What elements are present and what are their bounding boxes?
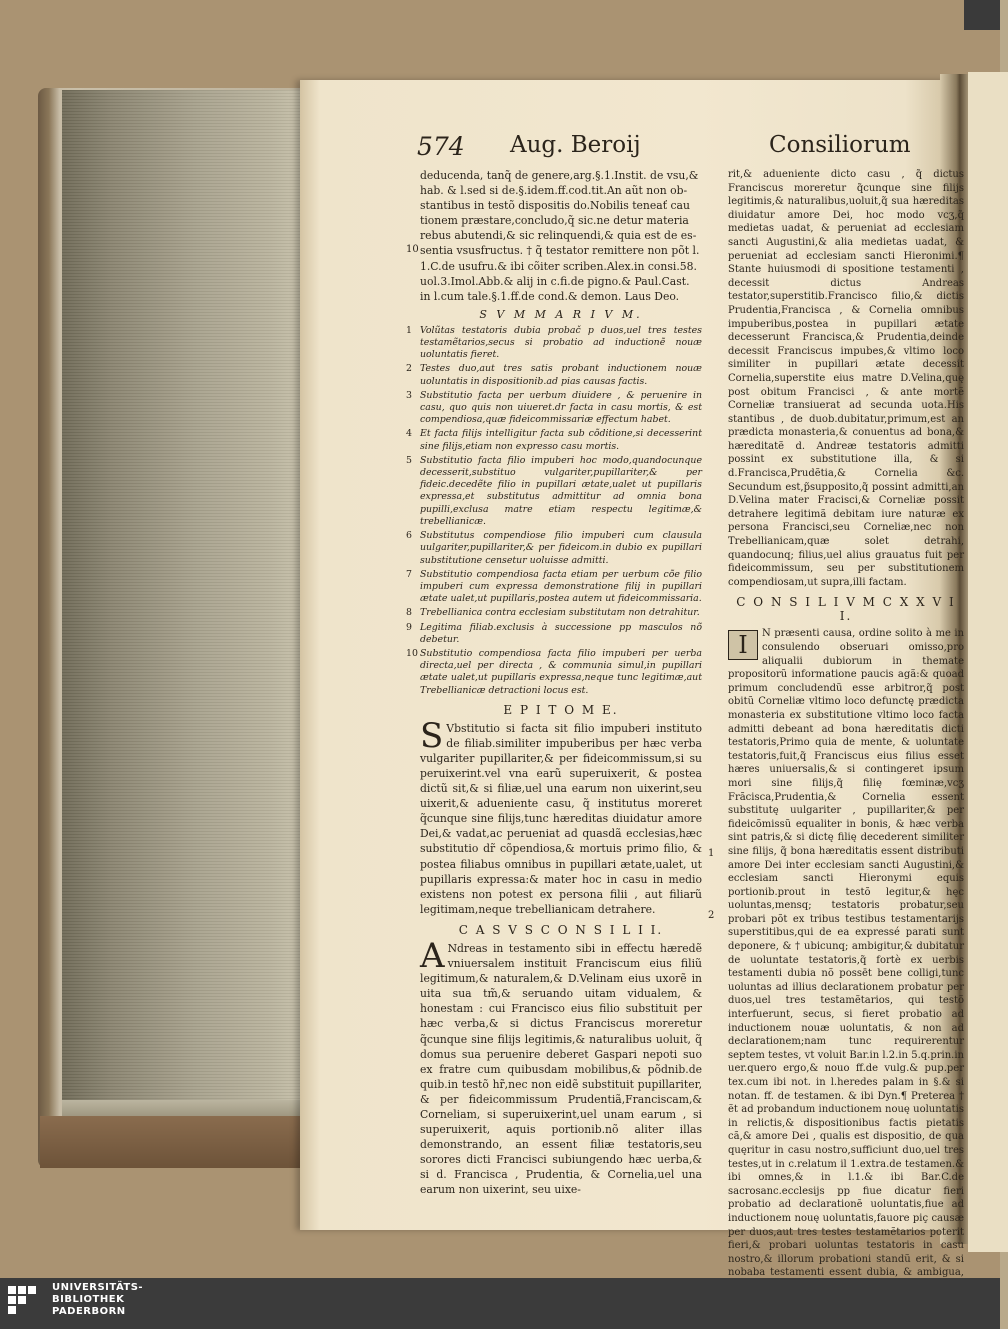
summary-item (406, 454, 702, 528)
summary-number: 3 (406, 389, 412, 401)
summary-item (406, 389, 702, 427)
summary-list (406, 324, 702, 697)
summary-text: Substitutio facta per uerbum diuidere , & peruenire in casu, quo quis non uiueret.dr facta in casu mortis, & est compendiosa,quæ fideicommissariæ effectum habet. (420, 389, 702, 426)
summary-item (406, 530, 702, 567)
summary-item (406, 607, 702, 619)
summary-number: 2 (406, 363, 412, 375)
summary-item (406, 621, 702, 646)
dropcap: S (420, 715, 444, 756)
running-head-title: Consiliorum (769, 132, 911, 158)
text-column-right (708, 168, 964, 1307)
summary-number: 10 (406, 647, 418, 659)
casus-paragraph (420, 935, 702, 1198)
decorated-initial: I (728, 630, 758, 660)
scan-clip (964, 0, 1000, 30)
margin-number: 2 (708, 910, 715, 921)
casus-text: Ndreas in testamento sibi in effectu hæredẽ vniuersalem instituit Franciscum eius filiũ legitimum,& naturalem,& D.Velinam eius uxorẽ in uita sua tm̃,& seruando uitam vidualem, & honestam : cui Francisco eius filio substituit per hæc verba,& si dictus Franciscus moreretur q̃cunque sine filijs legitimis,& naturalibus uoluit, q̃ domus sua peruenire deberet Gaspari nepoti suo ex fratre cum quibusdam mobilibus,& põdnib.de quib.in testõ hr̃,nec non eidẽ substituit pupillariter, & per fideicommissum Prudentiã,Franciscam,& Corneliam, si superuixerint,uel unam earum , si superuixerit, aquis portionib.nõ aliter illas demonstrando, an essent filiæ testatoris,seu sorores dicti Francisci subiungendo hæc uerba,& si d. Francisca , Prudentia, & Cornelia,uel una earum non uixerint, seu uixe- (420, 941, 702, 1197)
casus-title: C A S V S C O N S I L I I. (458, 922, 664, 937)
library-name-line: UNIVERSITÄTS- (52, 1282, 144, 1293)
library-logo-icon (6, 1284, 46, 1322)
right-page (968, 72, 1008, 1252)
library-name-line: PADERBORN (52, 1306, 126, 1317)
summary-number: 5 (406, 454, 412, 466)
text-line: 1.C.de usufru.& ibi cõiter scriben.Alex.in consi.58. (420, 259, 697, 273)
summary-number: 1 (406, 324, 412, 336)
summary-text: Substitutio compendiosa facta filio impuberi per uerba directa,uel per directa , & communia simul,in pupillari ætate ualet,ut pupillaris expressa,neque tunc legitimæ,aut Trebellianicæ detractioni locus est. (420, 647, 702, 696)
text-line: stantibus in testõ dispositis do.Nobilis teneať cau (420, 199, 690, 213)
text-line: sentia vsusfructus. † q̃ testator remittere non põt l. (420, 244, 700, 258)
summary-text: Substitutio compendiosa facta etiam per uerbum cõe filio impuberi cum expressa demonstratione filij in pupillari ætate ualet,ut pupillaris,postea autem ut fideicommissaria. (420, 568, 702, 605)
summary-title: S V M M A R I V M. (479, 307, 643, 321)
consilium-text: N præsenti causa, ordine solito à me in consulendo obseruari omisso,pro aliqualii dubiorum in themate propositorũ informatione paucis agã:& quoad primum concludendũ esse arbitror,q̃ post obitũ Corneliæ vltimo loco defunctę prædicta monasteria ex substitutione vltimo loco facta admitti debeant ad bona hæreditatis dicti testatoris,Primo quia de mente, & uoluntate testatoris,fuit,q̃ Franciscus eius filius esset hæres uniuersalis,& si contingeret ipsum mori sine filijs,q̃ filię fœminæ,vcʒ Frãcisca,Prudentia,& Cornelia essent substitutę uulgariter , pupillariter,& per fideicõmissũ equaliter in bonis, & hæc verba sint patris,& si dictę filię decederent similiter sine filijs, q̃ bona hæreditatis essent distributi amore Dei inter ecclesiam sancti Augustini,& ecclesiam sancti Hieronymi equis portionib.prout in testõ legitur,& hęc uoluntas,mensq; testatoris probatur,seu probari põt ex tribus testibus testamentarijs superstitibus,qui de ea expressé parati sunt deponere, & † ubicunq; ambigitur,& dubitatur de uoluntate testatoris,q̃ fortè ex uerbis testamenti dubia nõ possēt bene colligi,tunc uoluntas ad illius declarationem probatur per duos,uel tres testamẽtarios, qui testõ interfuerunt, secus, si fieret probatio ad inductionem nouæ uoluntatis, & non ad declarationem;nam tunc requirerentur septem testes, vt voluit Bar.in l.2.in 5.q.prin.in uer.quero ergo,& nouo ff.de vulg.& pup.per tex.cum ibi not. in l.heredes palam in §.& si notan. ff. de testamen. & ibi Dyn.¶ Preterea † ẽt ad probandum inductionem nouę uoluntatis in relictis,& dispositionibus factis pietatis cã,& amore Dei , qualis est dispositio, de qua quęritur in casu nostro,sufficiunt duo,uel tres testes,ut in c.relatum il 1.extra.de testamen.& ibi omnes,& in l.1.& ibi Bar.C.de sacrosanc.ecclesijs pp fiue dicatur fieri probatio ad declarationẽ uoluntatis,fiue ad inductionem nouę uoluntatis,fauore piç causæ per duos,aut tres testes testamẽtarios poterit fieri,& probari uoluntas testatoris in casu nostro,& illorum probationi standũ erit, & si nobaba testamenti essent dubia, & ambigua, (728, 628, 964, 1279)
summary-item (406, 568, 702, 606)
text-line: hab. & l.sed si de.§.idem.ff.cod.tit.An aũt non ob- (420, 184, 688, 198)
page-edges (62, 90, 308, 1102)
summary-number: 4 (406, 428, 412, 440)
case-continuation-text: rit,& adueniente dicto casu , q̃ dictus Franciscus moreretur q̃cunque sine filijs legitimis,& naturalibus,uoluit,q̃ sua hæreditas diuidatur amore Dei, hoc modo vcʒ,q̃ medietas uadat, & perueniat ad ecclesiam sancti Augustini,& alia medietas uadat, & perueniat ad ecclesiam sancti Hieronimi.¶ Stante huiusmodi di spositione testamenti , decessit dictus Andreas testator,superstitib.Francisco filio,& dictis Prudentia,Francisca , & Cornelia omnibus impuberibus,postea in pupillari ætate decesserunt Francisca,& Prudentia,deinde decessit Franciscus impubes,& vltimo loco similiter in pupillari ætate decessit Cornelia,superstite eius matre D.Velina,quę post obitum Francisci , & ante mortẽ Corneliæ transiuerat ad secunda uota.His stantibus , de duob.dubitatur,primum,est an prædicta monasteria,& conuentus ad bona,& hæreditatẽ d. Andreæ testatoris admitti possint ex substitutione illa, & si d.Francisca,Prudẽtia,& Cornelia &c. Secundum est,p̃supposito,q̃ possint admitti,an D.Velina mater Fracisci,& Corneliæ possit detrahere legitimã debitam iure naturæ ex persona Francisci,seu Corneliæ,nec non Trebellianicam,quæ solet detrahi, quandocunq; filius,uel alius grauatus fuit per fideicommissum, seu per substitutionem compendiosam,ut supra,illi factam. (728, 169, 964, 588)
summary-text: Trebellianica contra ecclesiam substitutam non detrahitur. (420, 607, 700, 619)
text-line: in l.cum tale.§.1.ff.de cond.& demon. Laus Deo. (420, 289, 680, 303)
margin-number: 1 (708, 848, 715, 859)
summary-text: Volũtas testatoris dubia probač p duos,uel tres testes testamẽtarios,secus si probatio ad inductionẽ nouæ uoluntatis fieret. (420, 324, 702, 361)
summary-number: 8 (406, 607, 412, 619)
consilium-title: C O N S I L I V M C X X V I I. (736, 595, 956, 624)
text-line: uol.3.Imol.Abb.& alij in c.fi.de pigno.& Paul.Cast. (420, 274, 690, 288)
summary-number: 7 (406, 568, 412, 580)
library-footer (0, 1278, 1000, 1329)
page-header (405, 132, 925, 166)
library-name-line: BIBLIOTHEK (52, 1294, 125, 1305)
summary-item (406, 647, 702, 697)
running-head-author: Aug. Beroij (510, 132, 641, 158)
text-column-left (406, 168, 702, 1198)
summary-text: Substitutio facta filio impuberi hoc modo,quandocunque decesserit,substituo vulgariter,pupillariter,& per fideic.decedẽte filio in pupillari ætate,ualet ut pupillaris expressa,et substitutus admittitur ad omnia bona pupilli,exclusa matre etiam respectu legitimæ,& trebellianicæ. (420, 454, 702, 527)
summary-number: 6 (406, 530, 412, 542)
summary-text: Testes duo,aut tres satis probant inductionem nouæ uoluntatis in dispositionib.ad pias causas factis. (420, 363, 702, 387)
text-line: tionem præstare,concludo,q̃ sic.ne detur materia (420, 214, 689, 228)
page-number: 574 (417, 132, 465, 161)
summary-text: Substitutus compendiose filio impuberi cum clausula uulgariter,pupillariter,& per fideicom.in dubio ex pupillari substitutione censetur uoluisse admitti. (420, 530, 702, 566)
library-name (52, 1282, 143, 1318)
text-line: rebus abutendi,& sic relinquendi,& quia est de es- (420, 229, 697, 243)
summary-item (406, 363, 702, 387)
summary-text: Et facta filijs intelligitur facta sub cõditione,si decesserint sine filijs,etiam non expresso casu mortis. (420, 428, 702, 452)
summary-number: 9 (406, 621, 412, 633)
epitome-title: E P I T O M E. (503, 702, 619, 717)
margin-number: 10 (406, 244, 419, 255)
intro-lines (406, 168, 702, 304)
summary-text: Legitima filiab.exclusis à successione pp masculos nõ debetur. (420, 621, 702, 645)
dropcap: A (420, 935, 445, 976)
summary-item (406, 324, 702, 362)
epitome-paragraph (420, 715, 702, 917)
consilium-paragraph (728, 627, 964, 1293)
summary-item (406, 428, 702, 452)
text-line: deducenda, tanq̃ de genere,arg.§.1.Instit. de vsu,& (420, 169, 699, 182)
epitome-text: Vbstitutio si facta sit filio impuberi instituto de filiab.similiter impuberibus per hæc verba vulgariter pupillariter,& per fideicommissum,si su peruixerint.vel vna earũ superuixerit, & postea dictũ sit,& si filiæ,uel una earum non uixerint,seu uixerit,& adueniente casu, q̃ institutus moreret q̃cunque sine filijs,tunc hæreditas diuidatur amore Dei,& vadat,ac perueniat ad quasdã ecclesias,hæc substitutio dr̃ cõpendiosa,& mortuis primo filio, & postea filiabus omnibus in pupillari ætate,ualet, ut pupillaris expressa:& mater hoc in casu in medio existens non potest ex persona filii , aut filiarũ legitimam,neque trebellianicam detrahere. (420, 721, 702, 916)
